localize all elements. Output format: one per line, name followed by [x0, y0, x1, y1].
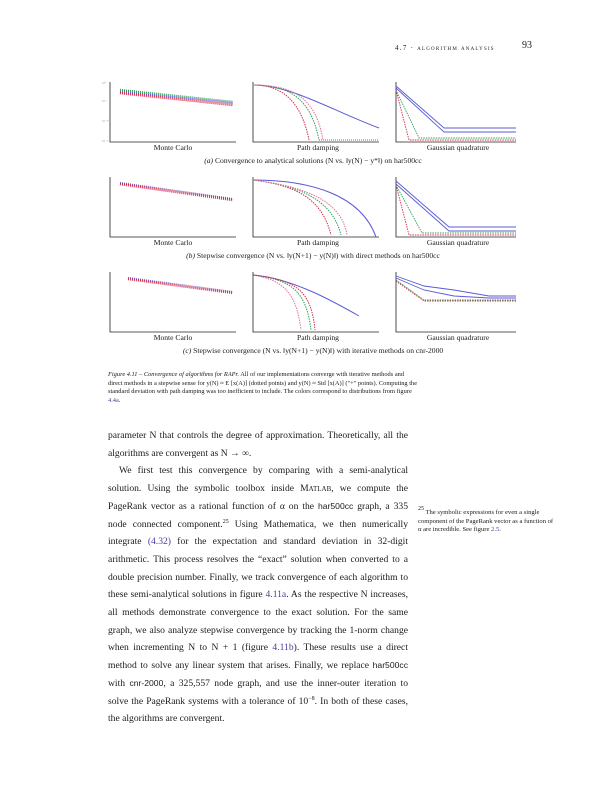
svg-text:10⁻¹⁰: 10⁻¹⁰	[102, 119, 109, 123]
plot-path-damping-c	[251, 270, 381, 336]
plot-label: Gaussian quadrature	[426, 143, 490, 152]
figure-link-4-11b[interactable]: 4.11b	[272, 642, 294, 654]
subcaption-b: (b) Stepwise convergence (N vs. ‖y(N+1) − y(N)‖) with direct methods on har500cc	[186, 251, 440, 260]
equation-link[interactable]: (4.32)	[147, 536, 171, 548]
plot-path-damping-a	[251, 80, 381, 146]
plot-monte-carlo-b	[108, 175, 238, 241]
figure-row-b	[108, 175, 518, 245]
subcaption-a: (a) Convergence to analytical solutions (N vs. ‖y(N) − y*‖) on har500cc	[204, 156, 422, 165]
sidenote-figure-link[interactable]: 2.5	[491, 526, 500, 534]
footnote-marker[interactable]: 25	[222, 518, 229, 525]
plot-label: Gaussian quadrature	[426, 333, 490, 342]
plot-label: Path damping	[297, 333, 339, 342]
svg-text:10⁰: 10⁰	[102, 81, 107, 85]
figure-caption: Figure 4.11 – Convergence of algorithms for RAPr. All of our implementations converge with iterative methods and direct methods in a stepwise sense for y(N) ≈ E [x(A)] (dotted points) and y(N) ≈ Std [x(A)] ("+" points). Computing the standard deviation with path damping was too inefficient to include. The colors correspond to distributions from figure 4.4a.	[108, 371, 418, 404]
page-number: 93	[522, 40, 532, 51]
plot-label: Path damping	[297, 143, 339, 152]
plot-gaussian-quadrature-c	[394, 270, 518, 336]
body-text	[108, 427, 408, 728]
running-head: 4.7 · algorithm analysis	[395, 44, 495, 52]
svg-text:10⁻¹⁵: 10⁻¹⁵	[102, 139, 109, 143]
subcaption-c: (c) Stepwise convergence (N vs. ‖y(N+1) − y(N)‖) with iterative methods on cnr-2000	[182, 346, 444, 355]
paragraph-1: parameter N that controls the degree of approximation. Theoretically, all the algorithms are convergent as N → ∞.	[108, 430, 408, 459]
figure-row-c	[108, 270, 518, 340]
plot-label: Monte Carlo	[153, 238, 193, 247]
plot-label: Monte Carlo	[153, 333, 193, 342]
plot-label: Gaussian quadrature	[426, 238, 490, 247]
plot-monte-carlo-c	[108, 270, 238, 336]
figure-link-4-11a[interactable]: 4.11a	[265, 589, 287, 601]
plot-gaussian-quadrature-a	[394, 80, 518, 146]
paragraph-2: We first test this convergence by comparing with a semi-analytical solution. Using the symbolic toolbox inside Matlab, we compute the PageRank vector as a rational function of α on the har500cc graph, a 335 node connected component.$^{25}$ Using Mathematica, we then numerically integrate (4.32) for the expectation and standard deviation in 32-digit arithmetic. This process resolves the “exact” solution when converted to a double precision number. Finally, we track convergence of each algorithm to these semi-analytical solutions in figure 4.11a. As the respective N increases, all methods demonstrate convergence to the exact solution. For the same graph, we also analyze stepwise convergence by tracking the 1-norm change when incrementing N to N + 1 (figure 4.11b). These results use a direct method to solve any linear system that arises. Finally, we replace har500cc with cnr-2000, a 325,557 node graph, and use the inner-outer iteration to solve the PageRank systems with a tolerance of $10^{-8}$. In both of these cases, the algorithms are convergent.	[108, 465, 409, 725]
plot-label: Path damping	[297, 238, 339, 247]
figure-link[interactable]: 4.4a	[108, 396, 119, 404]
sidenote: $^{25}$ The symbolic expressions for even a single component of the PageRank vector as a function of α are incredible. See figure 2.5.	[418, 506, 554, 534]
figure-row-a	[102, 80, 518, 152]
plot-gaussian-quadrature-b	[394, 175, 518, 241]
plot-label: Monte Carlo	[153, 143, 193, 152]
plot-path-damping-b	[251, 175, 381, 241]
svg-text:10⁻⁵: 10⁻⁵	[102, 99, 108, 103]
plot-monte-carlo-a	[102, 80, 238, 146]
